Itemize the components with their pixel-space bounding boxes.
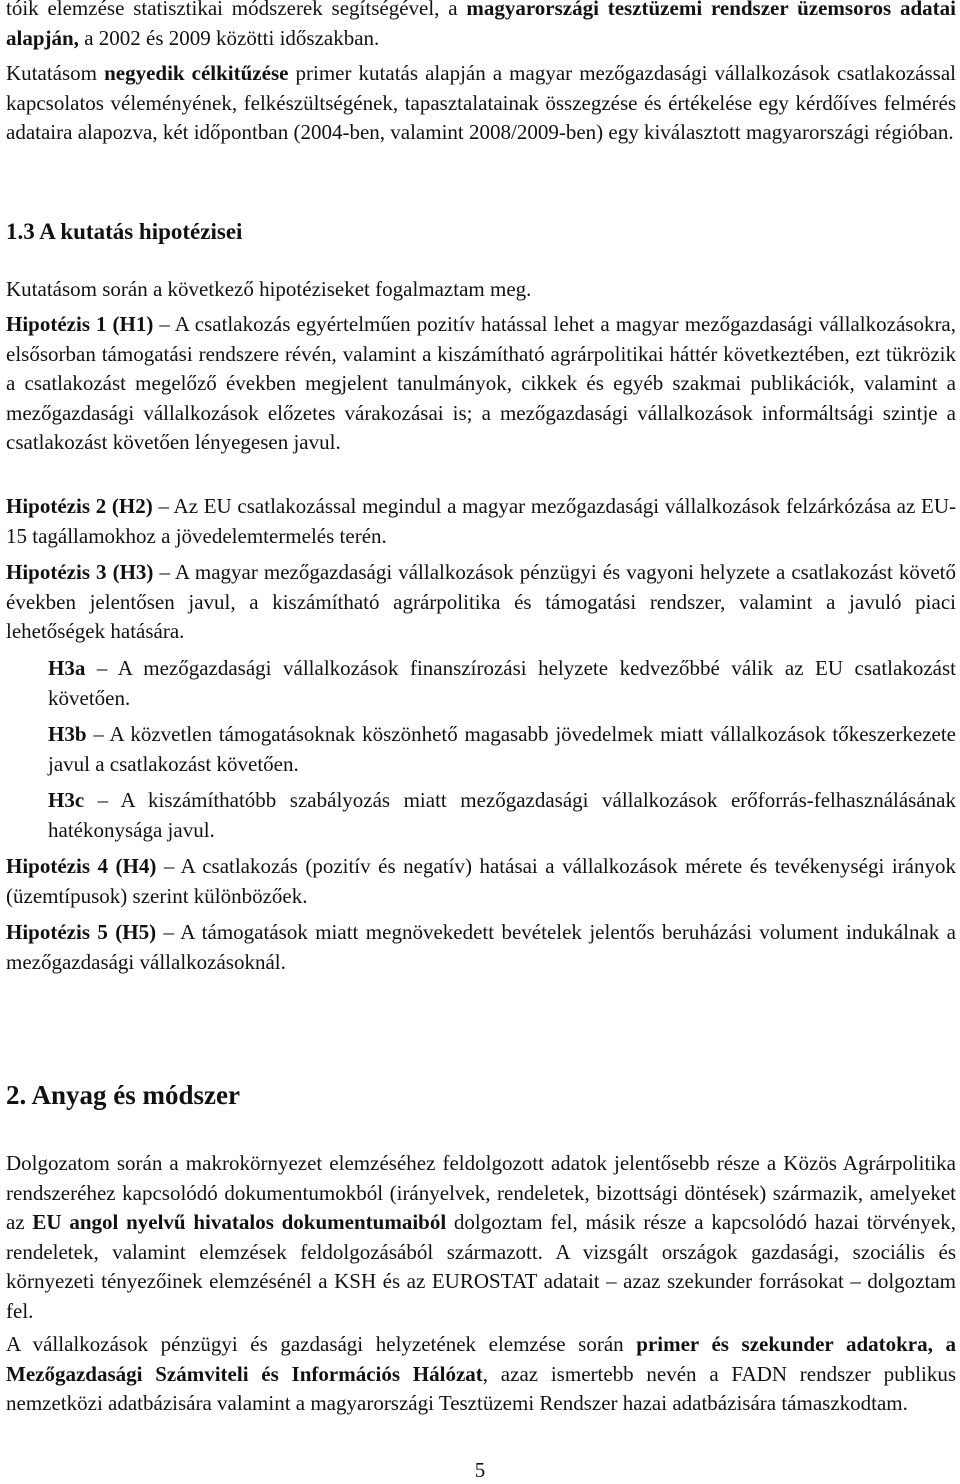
bold-text: Hipotézis 3 (H3)	[6, 560, 154, 584]
body-text: tóik elemzése statisztikai módszerek segítségével, a	[6, 0, 467, 20]
section-title-2: 2. Anyag és módszer	[6, 1080, 240, 1110]
body-text: primer kutatás alapján a magyar mezőgazdasági vállalkozások csatlakozással kapcsolatos véleményének, felkészültségének, tapasztalatainak összegzése és értékelése egy kérdőíves felmérés adataira alapozva, két időpontban (2004-ben, valamint 2008/2009-ben) egy kiválasztott magyarországi régióban.	[6, 61, 957, 144]
body-text: Kutatásom	[6, 61, 105, 85]
paragraph-intro	[6, 275, 956, 305]
body-text: dolgoztam fel, másik része a kapcsolódó hazai törvények, rendeletek, valamint elemzések feldolgozásából származott. A vizsgált országok gazdasági, szociális és környezeti tényezőinek elemzésénél a KSH és az EUROSTAT adatait – azaz szekunder forrásokat – dolgoztam fel.	[6, 1210, 956, 1323]
paragraph-p2	[6, 59, 956, 148]
bold-text: EU angol nyelvű hivatalos dokumentumaiból	[32, 1210, 447, 1234]
bold-text: Hipotézis 5 (H5)	[6, 920, 157, 944]
paragraph-p1	[6, 0, 956, 53]
body-text: Dolgozatom során a makrokörnyezet elemzéséhez feldolgozott adatok jelentősebb része a Közös Agrárpolitika rendszeréhez kapcsolódó dokumentumokból (irányelvek, rendeletek, bizottsági döntések) származik, amelyeket az	[6, 1151, 956, 1234]
body-text: , azaz ismertebb nevén a FADN rendszer publikus nemzetközi adatbázisára valamint a magyarországi Tesztüzemi Rendszer hazai adatbázisára támaszkodtam.	[6, 1361, 957, 1415]
body-text: Kutatásom során a következő hipotéziseket fogalmaztam meg.	[6, 277, 532, 301]
bold-text: H3a	[48, 656, 86, 680]
bold-text: magyarországi tesztüzemi rendszer üzemsoros adatai alapján,	[6, 0, 956, 50]
hypothesis-h3b	[6, 720, 956, 779]
hypothesis-h3a	[6, 654, 956, 713]
bold-text: H3c	[48, 788, 85, 812]
body-text: – A támogatások miatt megnövekedett bevételek jelentős beruházási volument indukálnak a mezőgazdasági vállalkozásoknál.	[6, 920, 956, 974]
hypothesis-h2	[6, 492, 956, 551]
body-text: – A magyar mezőgazdasági vállalkozások pénzügyi és vagyoni helyzete a csatlakozást követő években jelentősen javul, a kiszámítható agrárpolitika és támogatási rendszer, valamint a javuló piaci lehetőségek hatására.	[6, 560, 956, 643]
body-text: – A közvetlen támogatásoknak köszönhető magasabb jövedelmek miatt vállalkozások tőkeszerkezete javul a csatlakozást követően.	[48, 722, 956, 776]
body-text: A vállalkozások pénzügyi és gazdasági helyzetének elemzése során	[6, 1332, 637, 1356]
method-paragraph-1	[6, 1149, 956, 1326]
bold-text: H3b	[48, 722, 87, 746]
body-text: – A mezőgazdasági vállalkozások finanszírozási helyzete kedvezőbbé válik az EU csatlakozást követően.	[48, 656, 956, 710]
bold-text: Hipotézis 1 (H1)	[6, 312, 154, 336]
bold-text: primer és szekunder adatokra, a Mezőgazdasági Számviteli és Információs Hálózat	[6, 1332, 956, 1386]
method-paragraph-2	[6, 1330, 956, 1419]
hypothesis-h3c	[6, 786, 956, 845]
page-number: 5	[474, 1458, 486, 1482]
body-text: – A kiszámíthatóbb szabályozás miatt mezőgazdasági vállalkozások erőforrás-felhasználásának hatékonysága javul.	[48, 788, 956, 842]
bold-text: negyedik célkitűzése	[104, 61, 289, 85]
bold-text: Hipotézis 4 (H4)	[6, 854, 157, 878]
body-text: – A csatlakozás (pozitív és negatív) hatásai a vállalkozások mérete és tevékenységi irányok (üzemtípusok) szerint különbözőek.	[6, 854, 956, 908]
hypothesis-h4	[6, 852, 956, 911]
body-text: – Az EU csatlakozással megindul a magyar mezőgazdasági vállalkozások felzárkózása az EU-15 tagállamokhoz a jövedelemtermelés terén.	[6, 494, 956, 548]
body-text: – A csatlakozás egyértelműen pozitív hatással lehet a magyar mezőgazdasági vállalkozásokra, elsősorban támogatási rendszere révén, valamint a kiszámítható agrárpolitikai háttér következtében, ezt tükrözik a csatlakozást megelőző években megjelent tanulmányok, cikkek és egyéb szakmai publikációk, valamint a mezőgazdasági vállalkozások előzetes várakozásai is; a mezőgazdasági vállalkozások informáltsági szintje a csatlakozást követően lényegesen javul.	[6, 312, 957, 454]
bold-text: Hipotézis 2 (H2)	[6, 494, 153, 518]
section-title-1-3: 1.3 A kutatás hipotézisei	[6, 219, 243, 244]
hypothesis-h5	[6, 918, 956, 977]
body-text: a 2002 és 2009 közötti időszakban.	[78, 25, 380, 50]
hypothesis-h3	[6, 558, 956, 647]
hypothesis-h1	[6, 310, 956, 458]
